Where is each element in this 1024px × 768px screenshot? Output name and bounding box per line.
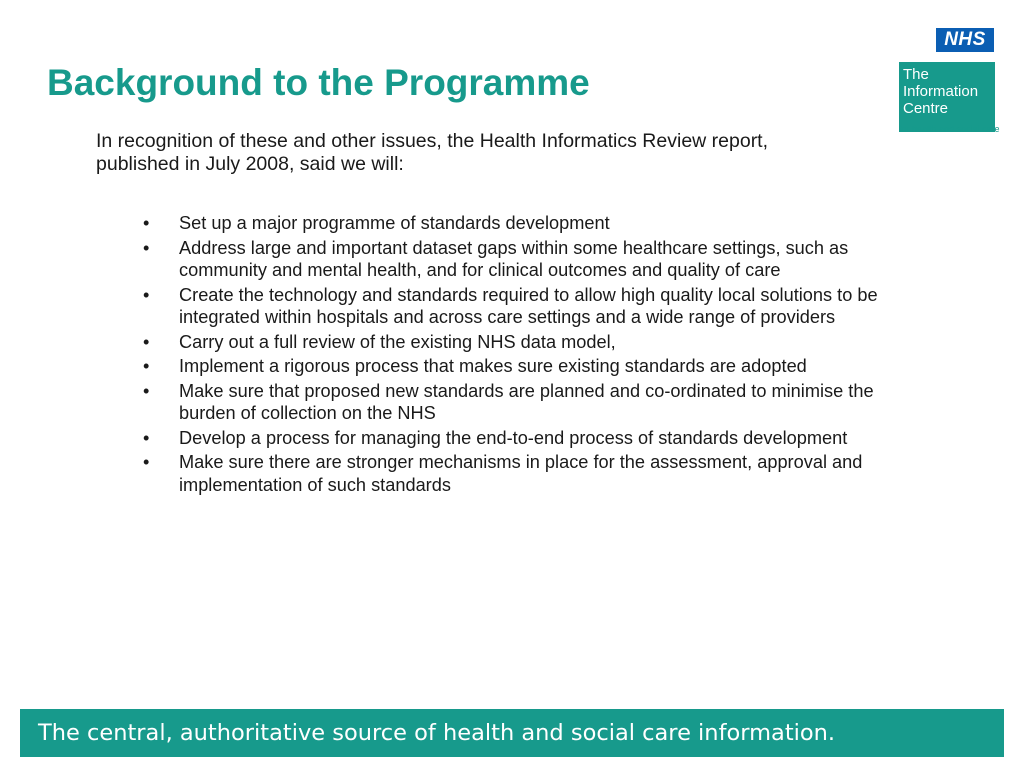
bullet-text: Set up a major programme of standards development [179,213,610,233]
bullet-marker: • [143,331,150,352]
footer-banner [20,709,1004,757]
bullet-marker: • [143,380,150,401]
logo-line-1: The [903,66,929,83]
bullet-marker: • [143,452,150,472]
bullet-marker: • [143,213,150,233]
list-item [140,212,895,235]
information-centre-logo [899,62,995,132]
bullet-marker: • [143,237,150,258]
bullet-list [140,212,895,498]
bullet-text: Develop a process for managing the end-to-end process of standards development [179,427,848,448]
bullet-marker: • [143,284,150,305]
list-item [140,331,895,354]
bullet-text: Create the technology and standards required to allow high quality local solutions to be integrated within hospitals and across care settings and a wide range of providers [179,284,878,327]
slide-title: Background to the Programme [47,62,590,103]
bullet-marker: • [143,356,150,376]
intro-paragraph: In recognition of these and other issues, the Health Informatics Review report, published in July 2008, said we will: [96,130,769,175]
list-item [140,427,895,450]
bullet-text: Carry out a full review of the existing NHS data model, [179,331,616,352]
list-item [140,380,895,425]
list-item [140,237,895,282]
bullet-marker: • [143,427,150,448]
nhs-logo: NHS [936,28,994,52]
bullet-text: Implement a rigorous process that makes sure existing standards are adopted [179,356,807,376]
list-item [140,284,895,329]
footer-tagline: The central, authoritative source of health and social care information. [38,720,836,746]
list-item [140,451,895,496]
logo-tagline: for health and social care [899,124,1000,134]
list-item [140,355,895,378]
logo-line-3: Centre [903,100,949,117]
bullet-text: Make sure that proposed new standards are planned and co-ordinated to minimise the burden of collection on the NHS [179,380,874,423]
logo-line-2: Information [903,83,979,100]
bullet-text: Make sure there are stronger mechanisms in place for the assessment, approval and implementation of such standards [179,452,863,495]
bullet-text: Address large and important dataset gaps within some healthcare settings, such as community and mental health, and for clinical outcomes and quality of care [179,237,849,280]
